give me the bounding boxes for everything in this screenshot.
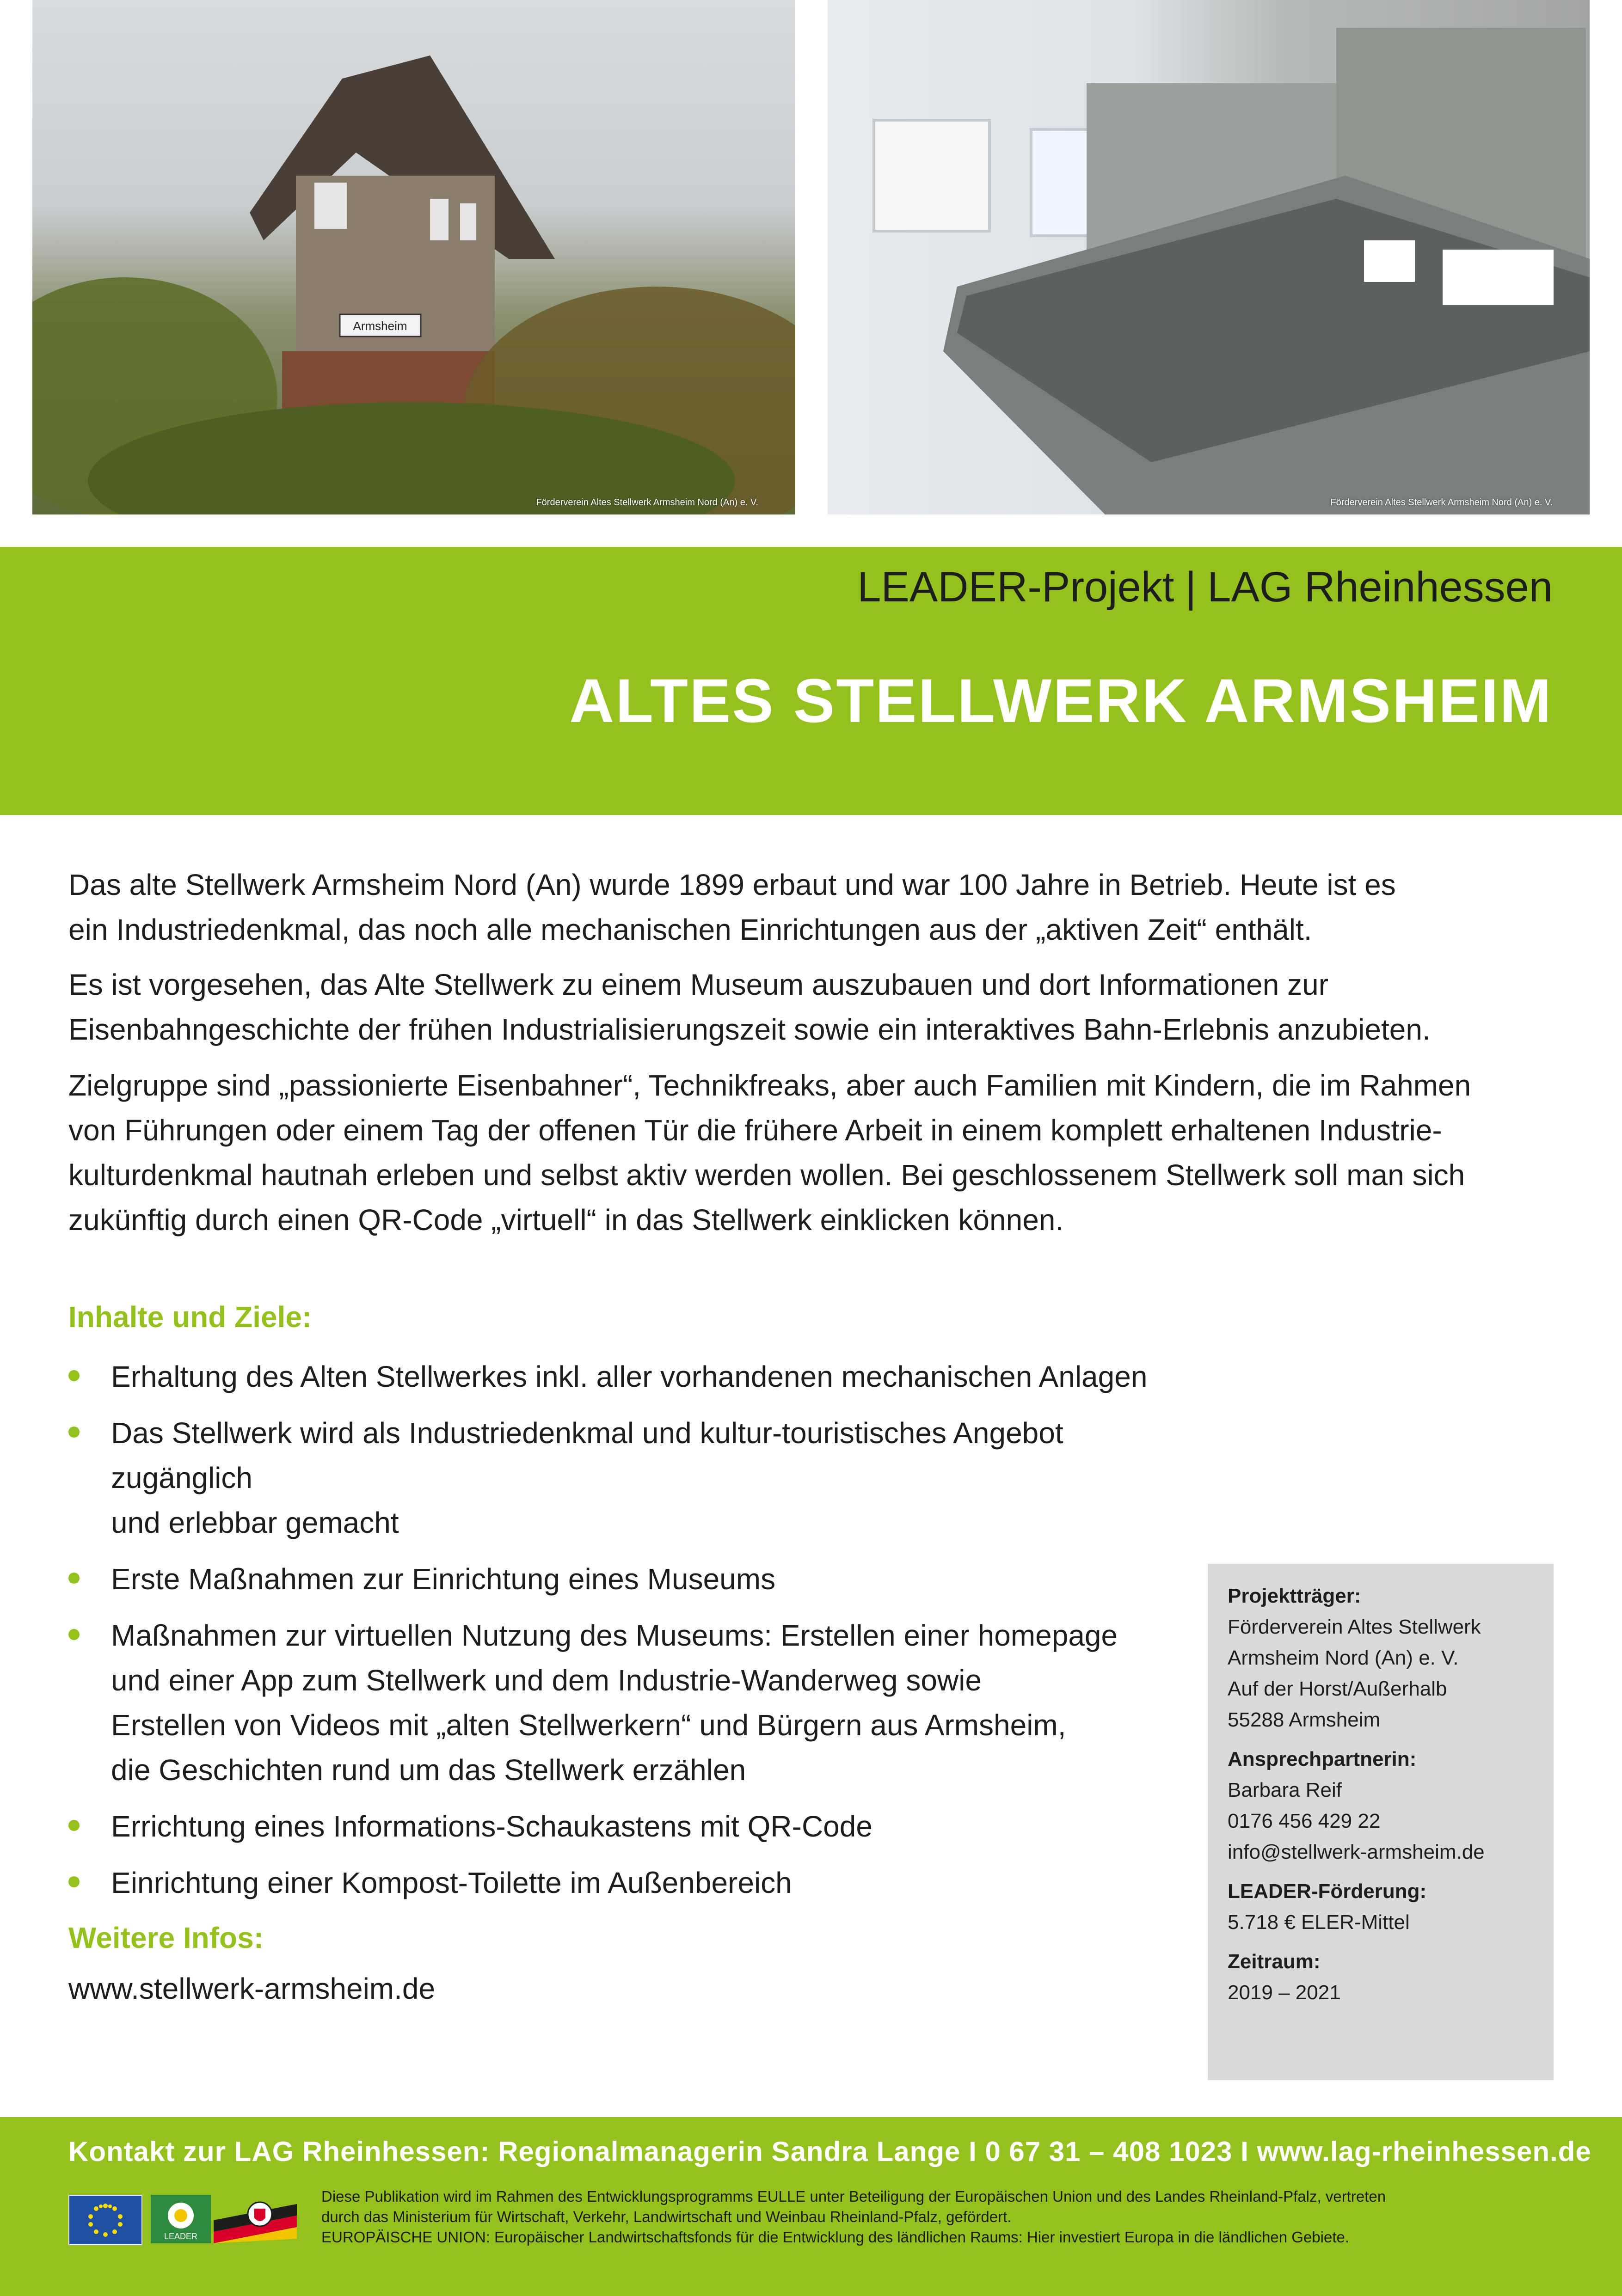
project-info-box (1208, 1564, 1554, 2080)
goal-2-line-2: und erlebbar gemacht (111, 1506, 399, 1539)
sponsor-block (1228, 1580, 1542, 1735)
contact-block (1228, 1744, 1542, 1867)
leader-icon (151, 2195, 211, 2243)
bullet-icon (68, 1370, 80, 1381)
intro-p1-line1: Das alte Stellwerk Armsheim Nord (An) wurde 1899 erbaut und war 100 Jahre in Betrieb. Heute ist es (68, 868, 1396, 901)
bullet-icon (68, 1820, 80, 1831)
goals-list (68, 1354, 1206, 1917)
intro-p3-line1: Zielgruppe sind „passionierte Eisenbahner“, Technikfreaks, aber auch Familien mit Kindern, die im Rahmen (68, 1069, 1471, 1102)
goal-6-line-1: Einrichtung einer Kompost-Toilette im Außenbereich (111, 1866, 792, 1899)
funding-label: LEADER-Förderung: (1228, 1880, 1427, 1903)
intro-p3-line2: von Führungen oder einem Tag der offenen Tür die frühere Arbeit in einem komplett erhaltenen Industrie- (68, 1114, 1442, 1147)
contact-email[interactable]: info@stellwerk-armsheim.de (1228, 1841, 1485, 1863)
funding-block (1228, 1876, 1542, 1938)
sponsor-line: Förderverein Altes Stellwerk (1228, 1616, 1481, 1638)
intro-paragraph-3 (68, 1063, 1548, 1243)
intro-paragraph-1 (68, 863, 1548, 952)
bullet-icon (68, 1876, 80, 1887)
goal-item (68, 1411, 1206, 1545)
goal-4-line-1: Maßnahmen zur virtuellen Nutzung des Museums: Erstellen einer homepage (111, 1619, 1118, 1652)
eu-flag-logo (68, 2195, 142, 2245)
disclaimer-line-1: Diese Publikation wird im Rahmen des Entwicklungsprogramms EULLE unter Beteiligung der Europäischen Union und des Landes Rheinland-Pfalz, vertreten (321, 2188, 1386, 2205)
period-label: Zeitraum: (1228, 1950, 1321, 1973)
intro-paragraph-2 (68, 962, 1548, 1052)
project-kicker (857, 563, 1553, 612)
leader-logo (151, 2195, 211, 2243)
bullet-icon (68, 1427, 80, 1438)
goal-5-line-1: Errichtung eines Informations-Schaukastens mit QR-Code (111, 1810, 872, 1843)
bullet-icon (68, 1629, 80, 1640)
rlp-flag-icon (214, 2195, 297, 2243)
disclaimer-line-3: EUROPÄISCHE UNION: Europäischer Landwirtschaftsfonds für die Entwicklung des ländlichen Raums: Hier investiert Europa in die ländlichen Gebiete. (321, 2229, 1350, 2246)
kicker-separator: | (1185, 563, 1197, 611)
contact-name: Barbara Reif (1228, 1779, 1342, 1801)
goal-2-line-1: Das Stellwerk wird als Industriedenkmal und kultur-touristisches Angebot zugänglich (111, 1416, 1063, 1494)
more-info-heading: Weitere Infos: (68, 1921, 264, 1954)
lag-contact-line: Kontakt zur LAG Rheinhessen: Regionalmanagerin Sandra Lange I 0 67 31 – 408 1023 I www.lag-rheinhessen.de (68, 2136, 1591, 2167)
goal-4-line-2: und einer App zum Stellwerk und dem Industrie-Wanderweg sowie (111, 1664, 982, 1697)
svg-text:LEADER: LEADER (164, 2232, 198, 2241)
contact-phone[interactable]: 0176 456 429 22 (1228, 1810, 1381, 1832)
signal-box-exterior-photo (32, 0, 795, 514)
goal-item (68, 1613, 1206, 1793)
bullet-icon (68, 1573, 80, 1584)
goal-item (68, 1804, 1206, 1849)
sponsor-label: Projektträger: (1228, 1585, 1361, 1607)
goal-item (68, 1861, 1206, 1905)
sponsor-line: Armsheim Nord (An) e. V. (1228, 1647, 1459, 1669)
intro-p2-line1: Es ist vorgesehen, das Alte Stellwerk zu einem Museum auszubauen und dort Informationen zur (68, 968, 1329, 1001)
period-value: 2019 – 2021 (1228, 1981, 1341, 2004)
goal-4-line-3: Erstellen von Videos mit „alten Stellwerkern“ und Bürgern aus Armsheim, (111, 1708, 1066, 1742)
project-website-link[interactable]: www.stellwerk-armsheim.de (68, 1972, 436, 2005)
goal-3-line-1: Erste Maßnahmen zur Einrichtung eines Museums (111, 1562, 776, 1596)
kicker-lag: LAG Rheinhessen (1207, 563, 1553, 611)
funding-disclaimer (321, 2186, 1570, 2247)
svg-text:Armsheim: Armsheim (353, 319, 407, 333)
contact-label: Ansprechpartnerin: (1228, 1748, 1417, 1770)
period-block (1228, 1946, 1542, 2008)
lever-frame-illustration (828, 0, 1590, 514)
goals-heading: Inhalte und Ziele: (68, 1300, 312, 1334)
photo-credit-right: Förderverein Altes Stellwerk Armsheim Nord (An) e. V. (1330, 497, 1553, 508)
kicker-program: LEADER-Projekt (857, 563, 1174, 611)
intro-p3-line4: zukünftig durch einen QR-Code „virtuell“ in das Stellwerk einklicken können. (68, 1203, 1064, 1237)
intro-p1-line2: ein Industriedenkmal, das noch alle mechanischen Einrichtungen aus der „aktiven Zeit“ enthält. (68, 913, 1312, 946)
page-title: ALTES STELLWERK ARMSHEIM (569, 667, 1553, 735)
signal-box-interior-photo (828, 0, 1590, 514)
intro-p3-line3: kulturdenkmal hautnah erleben und selbst aktiv werden wollen. Bei geschlossenem Stellwerk soll man sich (68, 1158, 1465, 1192)
rlp-state-logo (214, 2195, 297, 2243)
eu-stars-icon (69, 2196, 141, 2244)
signal-box-illustration (32, 0, 795, 514)
intro-p2-line2: Eisenbahngeschichte der frühen Industrialisierungszeit sowie ein interaktives Bahn-Erlebnis anzubieten. (68, 1013, 1431, 1046)
sponsor-line: Auf der Horst/Außerhalb (1228, 1678, 1447, 1700)
goal-item (68, 1354, 1206, 1399)
photo-credit-left: Förderverein Altes Stellwerk Armsheim Nord (An) e. V. (536, 497, 758, 508)
sponsor-line: 55288 Armsheim (1228, 1708, 1381, 1731)
goal-item (68, 1557, 1206, 1602)
goal-1-line-1: Erhaltung des Alten Stellwerkes inkl. aller vorhandenen mechanischen Anlagen (111, 1360, 1148, 1393)
goal-4-line-4: die Geschichten rund um das Stellwerk erzählen (111, 1753, 746, 1787)
disclaimer-line-2: durch das Ministerium für Wirtschaft, Verkehr, Landwirtschaft und Weinbau Rheinland-Pfalz, gefördert. (321, 2208, 1012, 2225)
funding-value: 5.718 € ELER-Mittel (1228, 1911, 1410, 1934)
